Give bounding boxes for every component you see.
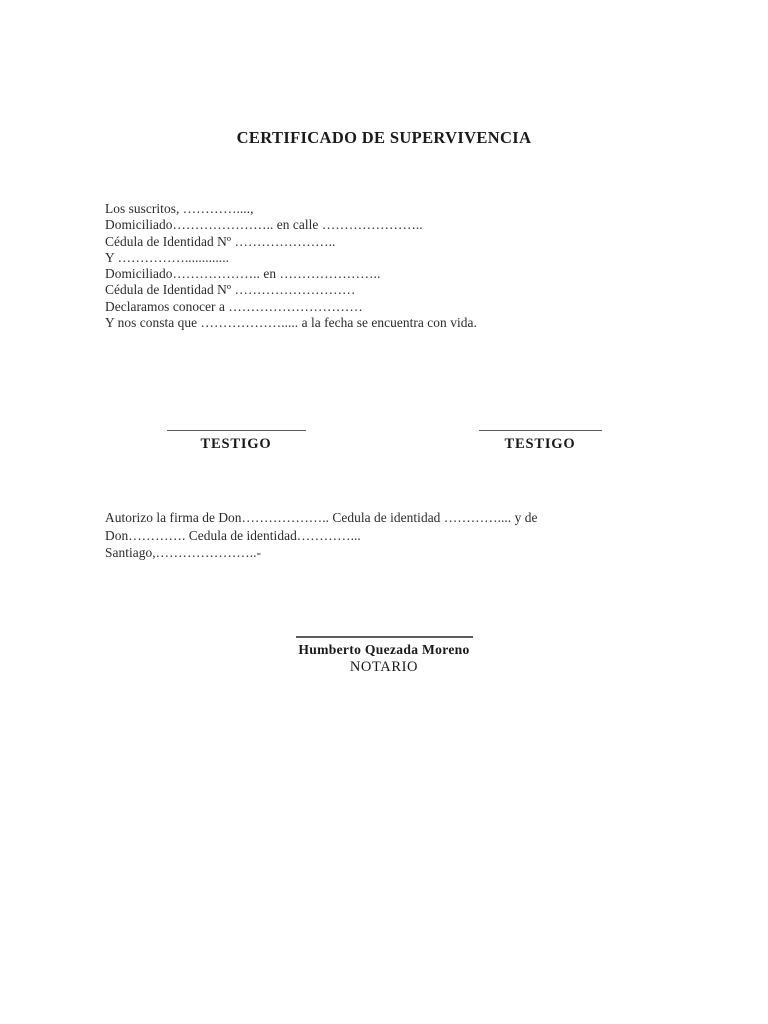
authorization-line: Santiago,…………………..- [105, 545, 262, 560]
witness-signature-block-2 [472, 430, 608, 453]
authorization-line: Autorizo la firma de Don……………….. Cedula de identidad ………….... y de [105, 510, 538, 525]
witness-signature-area [0, 430, 768, 470]
authorization-line: Don…………. Cedula de identidad…………... [105, 527, 361, 543]
declaration-line: Los suscritos, …………...., [105, 201, 254, 216]
signature-line [479, 430, 602, 431]
declaration-line: Y ……………............. [105, 249, 229, 265]
notary-role: NOTARIO [349, 659, 419, 675]
declaration-line: Declaramos conocer a ………………………… [105, 298, 363, 314]
authorization-block [105, 509, 665, 562]
notary-name: Humberto Quezada Moreno [298, 642, 470, 657]
signature-line [296, 636, 473, 638]
declaration-line: Y nos consta que ………………..... a la fecha se encuentra con vida. [105, 315, 477, 331]
witness-label: TESTIGO [504, 436, 576, 452]
page-title: CERTIFICADO DE SUPERVIVENCIA [236, 128, 532, 147]
witness-signature-block-1 [160, 430, 312, 453]
declaration-line: Domiciliado……………….. en ………………….. [105, 266, 381, 282]
declaration-line: Cédula de Identidad Nº ……………………… [105, 282, 356, 298]
signature-line [167, 430, 306, 431]
declaration-body [105, 201, 665, 331]
declaration-line: Domiciliado………………….. en calle ………………….. [105, 217, 423, 233]
declaration-line: Cédula de Identidad Nº ………………….. [105, 233, 336, 249]
witness-label: TESTIGO [200, 436, 272, 452]
notary-signature-block [0, 636, 768, 676]
